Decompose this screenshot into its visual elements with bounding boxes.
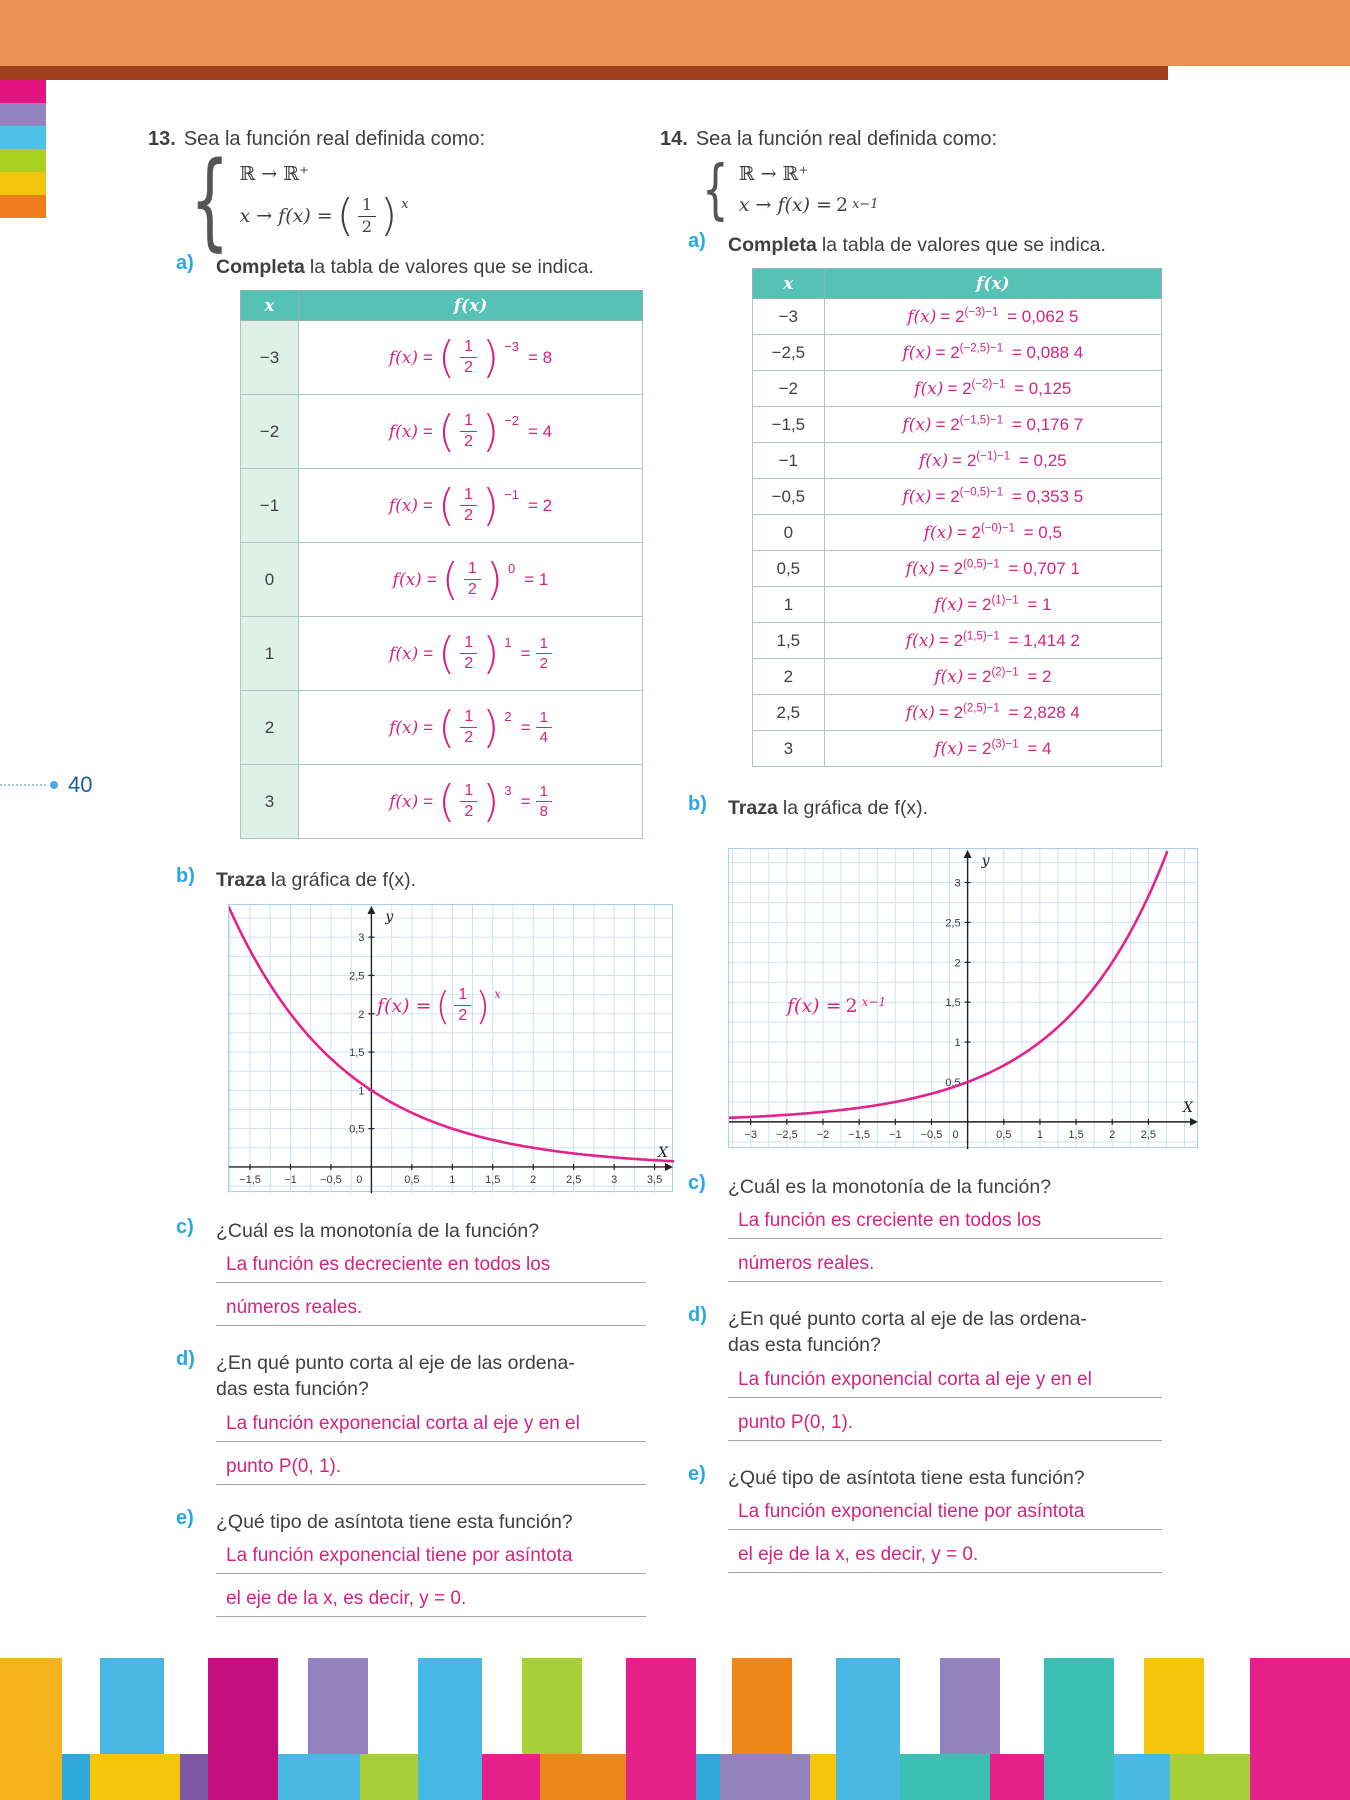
section-e-question: ¿Qué tipo de asíntota tiene esta función? — [216, 1510, 573, 1533]
section-e-question: ¿Qué tipo de asíntota tiene esta función? — [728, 1466, 1085, 1489]
svg-text:y: y — [981, 852, 990, 869]
result: = 0,088 4 — [1007, 343, 1084, 363]
x-value: 3 — [241, 765, 299, 839]
fraction: $\frac{1}{2}$ — [454, 987, 471, 1026]
fx-formula: f(x) = ( $\frac{1}{2}$ ) $^2$ = $\frac{1}{4}$ — [299, 691, 643, 765]
answer-line: La función exponencial corta al eje y en el — [728, 1369, 1162, 1398]
answer-line: el eje de la x, es decir, y = 0. — [216, 1588, 646, 1617]
exponent: 2 — [504, 708, 512, 724]
section-d — [148, 1348, 646, 1499]
svg-text:1,5: 1,5 — [349, 1046, 365, 1059]
fx-formula: $f(x) = 2^{(0,5)-1} = 0,707$ 1 — [824, 551, 1161, 587]
close-paren: ) — [482, 405, 500, 457]
edge-tab — [0, 149, 46, 172]
base-number: = $2^{(-1)-1}$ — [952, 450, 1011, 471]
result: = — [520, 717, 531, 737]
curve-equation-label: f(x) = ( $\frac{1}{2}$ ) $^x$ — [377, 983, 501, 1028]
section-b-question: Traza la gráfica de f(x). — [216, 869, 417, 892]
result: = 0,353 5 — [1007, 487, 1084, 507]
answer-line: números reales. — [216, 1297, 646, 1326]
base-number: 2 — [835, 194, 849, 216]
x-value: 3 — [753, 731, 825, 767]
section-b-question: Traza la gráfica de f(x). — [728, 797, 929, 820]
result: = 0,062 5 — [1002, 307, 1079, 327]
footer-block — [522, 1658, 582, 1754]
open-paren: ( — [438, 701, 456, 753]
footer-block — [308, 1658, 368, 1754]
footer-block — [418, 1658, 482, 1800]
svg-text:1: 1 — [1036, 1128, 1043, 1141]
values-table-13 — [240, 290, 643, 839]
svg-text:3: 3 — [358, 931, 365, 944]
open-paren: ( — [438, 627, 456, 679]
exponent: −1 — [504, 486, 520, 502]
fx-formula: $f(x) = 2^{(-2,5)-1} = 0,088$ 4 — [824, 335, 1161, 371]
edge-tab — [0, 103, 46, 126]
table-13-body — [241, 321, 643, 839]
answer-line: el eje de la x, es decir, y = 0. — [728, 1544, 1162, 1573]
base-number: = $2^{(-0,5)-1}$ — [935, 486, 1004, 507]
fx-formula: $f(x) = 2^{(2)-1} = 2$ — [824, 659, 1161, 695]
header-orange-band — [0, 0, 1350, 66]
section-a — [148, 252, 646, 857]
page-number: 40 — [68, 772, 93, 797]
table-header-row — [753, 269, 1162, 299]
svg-text:2: 2 — [1109, 1128, 1116, 1141]
open-paren: ( — [437, 479, 456, 531]
base-number: = $2^{(2)-1}$ — [967, 666, 1019, 687]
svg-text:−0,5: −0,5 — [320, 1173, 342, 1186]
exponent: (0,5)−1 — [963, 558, 1000, 571]
result: = 4 — [528, 421, 553, 441]
table-row — [753, 407, 1162, 443]
fraction: $\frac{1}{2}$ — [464, 561, 481, 600]
section-b-label: b) — [688, 793, 707, 816]
answer-line: punto P(0, 1). — [216, 1456, 646, 1485]
function-rule: x → f(x) = 2 x−1 — [738, 194, 879, 216]
page-number-marker — [0, 772, 92, 798]
footer-block — [626, 1658, 696, 1800]
x-value: 1 — [241, 617, 299, 691]
fx-formula: f(x) = ( $\frac{1}{2}$ ) $^0$ = 1 — [299, 543, 643, 617]
close-paren: ) — [380, 190, 398, 241]
fraction: $\frac{1}{2}$ — [460, 783, 477, 822]
close-paren: ) — [482, 701, 500, 753]
svg-text:1,5: 1,5 — [485, 1173, 501, 1186]
footer-block — [1144, 1658, 1204, 1754]
values-table-14 — [752, 268, 1162, 767]
exponent: x — [401, 197, 409, 212]
exponent: (−0,5)−1 — [959, 486, 1004, 499]
domain-line: ℝ → ℝ⁺ — [738, 163, 809, 185]
svg-text:1: 1 — [954, 1036, 961, 1049]
problem-14 — [660, 128, 1193, 1595]
fx-formula: $f(x) = 2^{(-1,5)-1} = 0,176$ 7 — [824, 407, 1161, 443]
fx-formula: $f(x) = 2^{(1)-1} = 1$ — [824, 587, 1161, 623]
svg-text:2,5: 2,5 — [349, 970, 365, 983]
section-a — [660, 230, 1162, 785]
answer-line: números reales. — [728, 1253, 1162, 1282]
section-c — [660, 1172, 1162, 1296]
x-value: 0 — [241, 543, 299, 617]
base-number: 2 — [845, 994, 858, 1017]
graph-13 — [228, 904, 673, 1192]
result: = — [520, 791, 531, 811]
fx-formula: $f(x) = 2^{(2,5)-1} = 2,828$ 4 — [824, 695, 1161, 731]
svg-text:−2: −2 — [816, 1128, 830, 1141]
table-row — [753, 479, 1162, 515]
open-paren: ( — [336, 190, 354, 241]
svg-text:−3: −3 — [744, 1128, 757, 1141]
table-row — [241, 765, 643, 839]
open-paren: ( — [441, 553, 459, 605]
answer-line: La función exponencial tiene por asíntota — [728, 1501, 1162, 1530]
table-row — [241, 617, 643, 691]
svg-text:0,5: 0,5 — [404, 1173, 420, 1186]
fx-formula: f(x) = ( $\frac{1}{2}$ ) $^1$ = $\frac{1}{2}$ — [299, 617, 643, 691]
x-value: −1 — [753, 443, 825, 479]
table-row — [753, 731, 1162, 767]
open-paren: ( — [435, 983, 451, 1028]
svg-text:0: 0 — [952, 1128, 959, 1141]
table-row — [753, 623, 1162, 659]
section-c-question: ¿Cuál es la monotonía de la función? — [728, 1175, 1052, 1198]
edge-tab — [0, 126, 46, 149]
section-d-question: ¿En qué punto corta al eje de las ordena- das esta función? — [728, 1307, 1087, 1357]
result: = 2 — [1022, 667, 1052, 687]
svg-text:−1,5: −1,5 — [848, 1128, 871, 1141]
open-paren: ( — [437, 331, 456, 383]
result: = 1 — [524, 569, 549, 589]
section-c — [148, 1216, 646, 1340]
col-header-fx: f(x) — [299, 291, 643, 321]
fx-formula: $f(x) = 2^{(3)-1} = 4$ — [824, 731, 1161, 767]
x-value: 2 — [753, 659, 825, 695]
footer-block — [208, 1658, 278, 1800]
section-e — [660, 1463, 1162, 1587]
answer-line: La función exponencial corta al eje y en el — [216, 1413, 646, 1442]
exponent: x−1 — [852, 197, 879, 212]
fx-formula: $f(x) = 2^{(1,5)-1} = 1,414$ 2 — [824, 623, 1161, 659]
section-e-label: e) — [176, 1506, 194, 1529]
table-row — [753, 515, 1162, 551]
fx-formula: $f(x) = 2^{(-0,5)-1} = 0,353$ 5 — [824, 479, 1161, 515]
domain-line: ℝ → ℝ⁺ — [239, 163, 310, 185]
fraction: $\frac{1}{2}$ — [460, 413, 477, 452]
base-number: = $2^{(1,5)-1}$ — [938, 630, 1000, 651]
table-row — [241, 321, 643, 395]
svg-text:3: 3 — [611, 1173, 618, 1186]
table-row — [241, 395, 643, 469]
svg-text:y: y — [385, 908, 394, 925]
x-value: −2,5 — [753, 335, 825, 371]
fraction: $\frac{1}{8}$ — [536, 784, 552, 821]
result: = 1,414 2 — [1003, 631, 1080, 651]
section-b — [660, 793, 1193, 1163]
fx-formula: $f(x) = 2^{(-2)-1} = 0,125$ — [824, 371, 1161, 407]
col-header-x: x — [241, 291, 299, 321]
edge-tab — [0, 172, 46, 195]
svg-text:−1: −1 — [889, 1128, 902, 1141]
edge-color-tabs — [0, 80, 46, 218]
svg-text:2: 2 — [530, 1173, 537, 1186]
answer-line: punto P(0, 1). — [728, 1412, 1162, 1441]
table-header-row — [241, 291, 643, 321]
fx-formula: f(x) = ( $\frac{1}{2}$ ) $^{-2}$ = 4 — [299, 395, 643, 469]
table-row — [753, 371, 1162, 407]
problem-intro: Sea la función real definida como: — [183, 128, 486, 150]
close-paren: ) — [482, 775, 500, 827]
exponent: (−2,5)−1 — [959, 342, 1004, 355]
x-value: 0 — [753, 515, 825, 551]
section-b — [148, 865, 668, 1207]
svg-text:2,5: 2,5 — [1140, 1128, 1157, 1141]
section-a-label: a) — [176, 252, 194, 274]
answer-line: La función es decreciente en todos los — [216, 1254, 646, 1283]
close-paren: ) — [482, 627, 500, 679]
exponent: 3 — [504, 782, 512, 798]
table-row — [753, 443, 1162, 479]
header-brown-strip — [0, 66, 1168, 80]
footer-block — [940, 1658, 1000, 1754]
result: = 8 — [528, 347, 553, 367]
svg-text:−2,5: −2,5 — [775, 1128, 798, 1141]
footer-block — [100, 1658, 164, 1754]
fx-formula: f(x) = ( $\frac{1}{2}$ ) $^3$ = $\frac{1}{8}$ — [299, 765, 643, 839]
section-a-question: Completa la tabla de valores que se indica. — [216, 256, 594, 278]
x-value: −1,5 — [753, 407, 825, 443]
result: = 0,5 — [1018, 523, 1062, 543]
result: = 2 — [528, 495, 553, 515]
svg-text:2,5: 2,5 — [945, 917, 961, 930]
exponent: −2 — [504, 412, 520, 428]
svg-text:0,5: 0,5 — [945, 1076, 961, 1089]
footer-block — [0, 1658, 62, 1800]
svg-text:X: X — [658, 1144, 668, 1161]
fraction: $\frac{1}{2}$ — [536, 636, 552, 673]
table-row — [241, 691, 643, 765]
svg-text:X: X — [1183, 1099, 1193, 1116]
svg-text:1,5: 1,5 — [945, 996, 961, 1009]
exponent: (1,5)−1 — [963, 630, 1000, 643]
section-d-question: ¿En qué punto corta al eje de las ordena- das esta función? — [216, 1351, 575, 1401]
svg-text:0,5: 0,5 — [349, 1123, 365, 1136]
table-row — [753, 335, 1162, 371]
exponent: (−1,5)−1 — [959, 414, 1004, 427]
table-row — [753, 587, 1162, 623]
base-number: = $2^{(1)-1}$ — [967, 594, 1019, 615]
open-paren: ( — [437, 405, 456, 457]
close-paren: ) — [485, 553, 503, 605]
svg-text:0,5: 0,5 — [996, 1128, 1012, 1141]
table-row — [241, 543, 643, 617]
footer-block — [732, 1658, 792, 1754]
footer-top-row — [0, 1658, 1350, 1800]
fraction: $\frac{1}{2}$ — [460, 709, 477, 748]
exponent: 0 — [508, 560, 516, 576]
col-header-x: x — [753, 269, 825, 299]
fraction: $\frac{1}{2}$ — [358, 197, 376, 236]
result: = 0,125 — [1009, 379, 1072, 399]
table-row — [753, 551, 1162, 587]
base-number: = $2^{(2,5)-1}$ — [938, 702, 1000, 723]
exponent: (−3)−1 — [964, 306, 999, 319]
close-paren: ) — [482, 479, 500, 531]
x-value: 0,5 — [753, 551, 825, 587]
table-row — [753, 695, 1162, 731]
fx-formula: $f(x) = 2^{(-0)-1} = 0,5$ — [824, 515, 1161, 551]
exponent: x — [494, 986, 501, 1001]
bullet-dot — [50, 781, 58, 789]
function-definition-14 — [702, 150, 1162, 227]
problem-13 — [148, 128, 668, 1639]
section-c-label: c) — [176, 1215, 194, 1238]
base-number: = $2^{(-0)-1}$ — [956, 522, 1015, 543]
x-value: 1,5 — [753, 623, 825, 659]
brace-symbol: { — [190, 137, 230, 262]
exponent: (2)−1 — [991, 666, 1019, 679]
function-rule: x → f(x) = ( $\frac{1}{2}$ ) $^x$ — [239, 190, 409, 241]
svg-text:3: 3 — [954, 877, 961, 890]
graph-14 — [728, 848, 1198, 1148]
result: = 2,828 4 — [1003, 703, 1080, 723]
col-header-fx: f(x) — [824, 269, 1161, 299]
svg-text:2: 2 — [954, 956, 961, 969]
footer-block — [1250, 1658, 1350, 1800]
fraction: $\frac{1}{2}$ — [460, 339, 477, 378]
curve-equation-label: f(x) = 2 $^{x-1}$ — [787, 994, 887, 1017]
svg-text:2,5: 2,5 — [566, 1173, 582, 1186]
exponent: (3)−1 — [991, 738, 1019, 751]
problem-number: 13. — [148, 128, 176, 150]
table-row — [241, 469, 643, 543]
exponent: (1)−1 — [991, 594, 1019, 607]
fraction: $\frac{1}{2}$ — [460, 635, 477, 674]
svg-text:−1,5: −1,5 — [239, 1173, 261, 1186]
section-c-question: ¿Cuál es la monotonía de la función? — [216, 1219, 540, 1242]
exponent: 1 — [504, 634, 512, 650]
x-value: −3 — [241, 321, 299, 395]
footer-block — [836, 1658, 900, 1800]
close-paren: ) — [475, 983, 491, 1028]
x-value: 2 — [241, 691, 299, 765]
answer-line: La función exponencial tiene por asíntota — [216, 1545, 646, 1574]
svg-text:1: 1 — [449, 1173, 456, 1186]
footer-decoration — [0, 1658, 1350, 1800]
base-number: = $2^{(3)-1}$ — [967, 738, 1019, 759]
x-value: −1 — [241, 469, 299, 543]
brace-symbol: { — [702, 150, 729, 227]
svg-text:2: 2 — [358, 1008, 365, 1021]
svg-text:1: 1 — [358, 1084, 365, 1097]
answer-line: La función es creciente en todos los — [728, 1210, 1162, 1239]
x-value: 2,5 — [753, 695, 825, 731]
table-row — [753, 659, 1162, 695]
dotted-leader — [0, 784, 46, 786]
footer-block — [1044, 1658, 1114, 1800]
x-value: −3 — [753, 299, 825, 335]
result: = 0,707 1 — [1003, 559, 1080, 579]
problem-number: 14. — [660, 128, 688, 150]
table-14-body — [753, 299, 1162, 767]
result: = 0,25 — [1014, 451, 1067, 471]
svg-text:−1: −1 — [284, 1173, 297, 1186]
result: = 1 — [1022, 595, 1052, 615]
edge-tab — [0, 195, 46, 218]
section-a-question: Completa la tabla de valores que se indica. — [728, 234, 1106, 256]
result: = 0,176 7 — [1007, 415, 1084, 435]
svg-text:1,5: 1,5 — [1068, 1128, 1084, 1141]
fx-formula: f(x) = ( $\frac{1}{2}$ ) $^{-1}$ = 2 — [299, 469, 643, 543]
section-a-label: a) — [688, 230, 706, 252]
exponent: (−2)−1 — [971, 378, 1006, 391]
edge-tab — [0, 80, 46, 103]
base-number: = $2^{(-3)-1}$ — [940, 306, 999, 327]
svg-text:3,5: 3,5 — [646, 1173, 663, 1186]
section-e-label: e) — [688, 1462, 706, 1485]
fraction: $\frac{1}{2}$ — [460, 487, 477, 526]
section-e — [148, 1507, 646, 1631]
result: = 4 — [1022, 739, 1052, 759]
x-value: −0,5 — [753, 479, 825, 515]
fx-formula: $f(x) = 2^{(-3)-1} = 0,062$ 5 — [824, 299, 1161, 335]
base-number: = $2^{(-1,5)-1}$ — [935, 414, 1004, 435]
exponent: x−1 — [861, 994, 887, 1009]
table-row — [753, 299, 1162, 335]
svg-text:0: 0 — [356, 1173, 363, 1186]
section-d-label: d) — [688, 1303, 707, 1326]
open-paren: ( — [438, 775, 456, 827]
base-number: = $2^{(-2,5)-1}$ — [935, 342, 1004, 363]
exponent: (−0)−1 — [981, 522, 1015, 535]
exponent: −3 — [504, 338, 520, 354]
fraction: $\frac{1}{4}$ — [536, 710, 552, 747]
fx-formula: $f(x) = 2^{(-1)-1} = 0,25$ — [824, 443, 1161, 479]
fx-formula: f(x) = ( $\frac{1}{2}$ ) $^{-3}$ = 8 — [299, 321, 643, 395]
result: = — [520, 643, 531, 663]
section-c-label: c) — [688, 1171, 706, 1194]
x-value: −2 — [753, 371, 825, 407]
function-graph-13 — [229, 905, 674, 1193]
problem-intro: Sea la función real definida como: — [695, 128, 998, 150]
exponent: (2,5)−1 — [963, 702, 1000, 715]
exponent: (−1)−1 — [976, 450, 1011, 463]
x-value: −2 — [241, 395, 299, 469]
section-b-label: b) — [176, 865, 195, 888]
base-number: = $2^{(-2)-1}$ — [947, 378, 1006, 399]
x-value: 1 — [753, 587, 825, 623]
base-number: = $2^{(0,5)-1}$ — [938, 558, 1000, 579]
section-d-label: d) — [176, 1347, 195, 1370]
section-d — [660, 1304, 1162, 1455]
svg-text:−0,5: −0,5 — [920, 1128, 943, 1141]
problem-14-heading — [660, 128, 1162, 151]
close-paren: ) — [482, 331, 500, 383]
